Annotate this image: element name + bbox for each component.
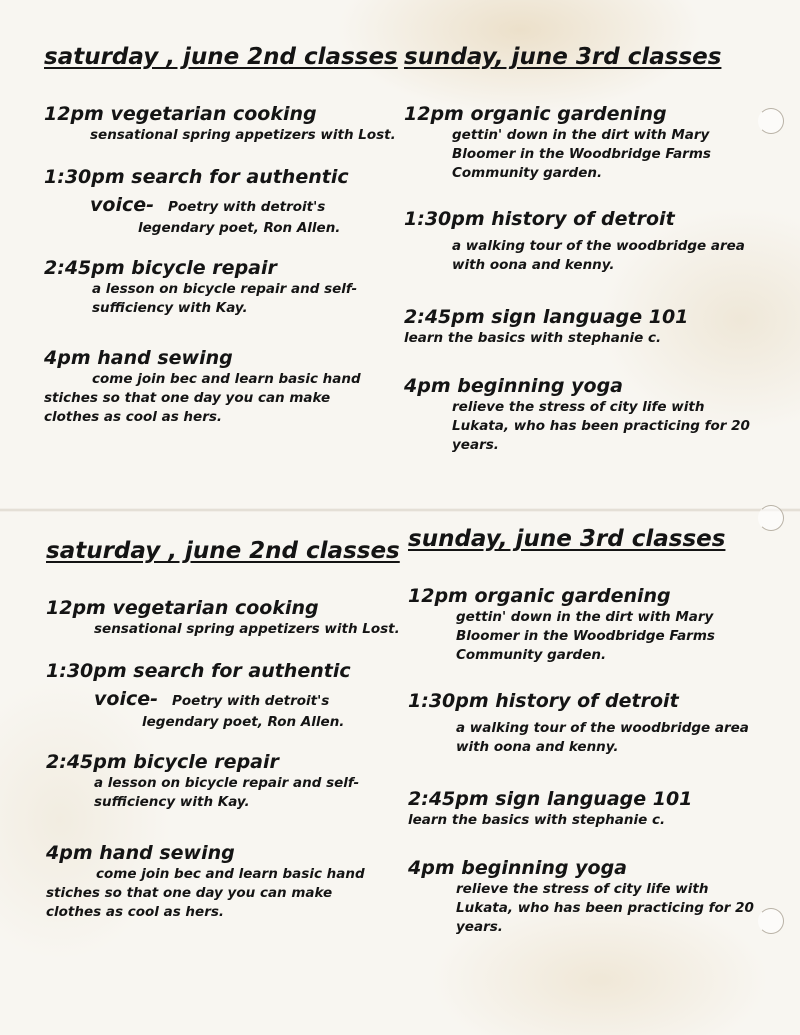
class-vegetarian-cooking xyxy=(46,596,400,639)
class-description: relieve the stress of city life with xyxy=(452,399,705,415)
saturday-column-top xyxy=(44,44,398,425)
class-description: stiches so that one day you can make xyxy=(46,885,333,901)
class-authentic-voice xyxy=(44,165,349,238)
class-description: Bloomer in the Woodbridge Farms xyxy=(456,628,715,644)
class-bicycle-repair xyxy=(44,256,357,318)
class-title: 1:30pm history of detroit xyxy=(408,690,679,712)
class-hand-sewing xyxy=(46,841,365,922)
class-organic-gardening xyxy=(404,102,711,183)
class-title: 2:45pm bicycle repair xyxy=(44,257,277,279)
class-description: come join bec and learn basic hand xyxy=(96,866,365,882)
class-title: 4pm hand sewing xyxy=(44,347,233,369)
class-beginning-yoga xyxy=(408,856,754,937)
punch-hole xyxy=(758,505,784,531)
class-description: come join bec and learn basic hand xyxy=(92,371,361,387)
sunday-heading: sunday, june 3rd classes xyxy=(408,526,726,552)
class-beginning-yoga xyxy=(404,374,750,455)
class-title: 12pm vegetarian cooking xyxy=(44,103,317,125)
class-description: Lukata, who has been practicing for 20 xyxy=(452,418,750,434)
class-description: relieve the stress of city life with xyxy=(456,881,709,897)
class-description: years. xyxy=(456,919,503,935)
class-sign-language xyxy=(408,787,692,830)
class-title: 12pm organic gardening xyxy=(404,103,667,125)
class-vegetarian-cooking xyxy=(44,102,396,145)
class-title-continued xyxy=(44,193,349,219)
class-description: stiches so that one day you can make xyxy=(44,390,331,406)
saturday-column-bottom xyxy=(46,538,400,920)
class-bicycle-repair xyxy=(46,750,359,812)
class-description: Community garden. xyxy=(456,647,607,663)
class-authentic-voice xyxy=(46,659,351,732)
class-description: clothes as cool as hers. xyxy=(44,409,223,425)
class-description: a lesson on bicycle repair and self- xyxy=(92,281,358,297)
class-description: learn the basics with stephanie c. xyxy=(404,330,662,346)
class-title: 1:30pm history of detroit xyxy=(404,208,675,230)
class-description: legendary poet, Ron Allen. xyxy=(142,714,345,730)
class-history-of-detroit xyxy=(408,689,749,757)
class-title: 2:45pm bicycle repair xyxy=(46,751,279,773)
class-description: sufficiency with Kay. xyxy=(92,300,248,316)
class-description: gettin' down in the dirt with Mary xyxy=(456,609,714,625)
class-title: 4pm beginning yoga xyxy=(408,857,628,879)
class-description: sensational spring appetizers with Lost. xyxy=(94,621,400,637)
class-title-continued xyxy=(46,687,351,713)
saturday-heading: saturday , june 2nd classes xyxy=(46,538,400,564)
class-title: 4pm hand sewing xyxy=(46,842,235,864)
saturday-heading: saturday , june 2nd classes xyxy=(44,44,398,70)
class-title: 2:45pm sign language 101 xyxy=(404,306,689,328)
class-description: years. xyxy=(452,437,499,453)
class-description: sufficiency with Kay. xyxy=(94,794,250,810)
class-description: clothes as cool as hers. xyxy=(46,904,225,920)
class-sign-language xyxy=(404,305,688,348)
class-history-of-detroit xyxy=(404,207,745,275)
class-description: a walking tour of the woodbridge area xyxy=(452,238,745,254)
class-description: Community garden. xyxy=(452,165,603,181)
class-title: 1:30pm search for authentic xyxy=(44,166,349,188)
sunday-column-bottom xyxy=(408,526,754,935)
class-description: learn the basics with stephanie c. xyxy=(408,812,666,828)
punch-hole xyxy=(758,908,784,934)
class-organic-gardening xyxy=(408,584,715,665)
class-description: Bloomer in the Woodbridge Farms xyxy=(452,146,711,162)
class-title-voice: voice- xyxy=(94,688,158,710)
class-title: 2:45pm sign language 101 xyxy=(408,788,693,810)
class-description: a walking tour of the woodbridge area xyxy=(456,720,749,736)
class-description: a lesson on bicycle repair and self- xyxy=(94,775,360,791)
sunday-heading: sunday, june 3rd classes xyxy=(404,44,722,70)
sunday-column-top xyxy=(404,44,750,453)
class-description: with oona and kenny. xyxy=(452,257,615,273)
class-description: Lukata, who has been practicing for 20 xyxy=(456,900,754,916)
class-description: gettin' down in the dirt with Mary xyxy=(452,127,710,143)
class-hand-sewing xyxy=(44,346,361,427)
class-description: legendary poet, Ron Allen. xyxy=(138,220,341,236)
class-description: Poetry with detroit's xyxy=(168,199,326,215)
class-title-voice: voice- xyxy=(90,194,154,216)
class-description: sensational spring appetizers with Lost. xyxy=(90,127,396,143)
page-fold-line xyxy=(0,508,800,512)
class-title: 4pm beginning yoga xyxy=(404,375,624,397)
class-title: 12pm organic gardening xyxy=(408,585,671,607)
class-title: 1:30pm search for authentic xyxy=(46,660,351,682)
punch-hole xyxy=(758,108,784,134)
class-title: 12pm vegetarian cooking xyxy=(46,597,319,619)
class-description: with oona and kenny. xyxy=(456,739,619,755)
class-description: Poetry with detroit's xyxy=(172,693,330,709)
